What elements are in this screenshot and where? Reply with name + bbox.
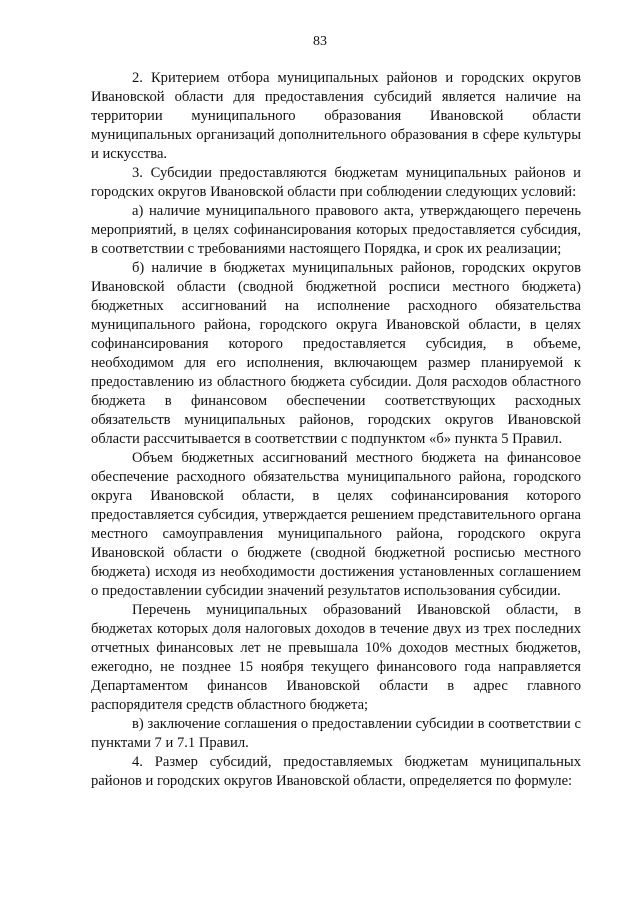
paragraph-condition-a: а) наличие муниципального правового акта, утверждающего перечень мероприятий, в целях софинансирования которых предоставляется субсидия, в соответствии с требованиями настоящего Порядка, и срок их реализации; [91,203,581,257]
paragraph-selection-criterion: 2. Критерием отбора муниципальных районов и городских округов Ивановской области для предоставления субсидий является наличие на территории муниципального образования Ивановской области муниципальных организаций дополнительного образования в сфере культуры и искусства. [91,70,581,162]
paragraph-subsidy-conditions: 3. Субсидии предоставляются бюджетам муниципальных районов и городских округов Ивановской области при соблюдении следующих условий: [91,165,581,200]
paragraph-budget-allocation-volume: Объем бюджетных ассигнований местного бюджета на финансовое обеспечение расходного обязательства муниципального района, городского округа Ивановской области, в целях софинансирования которого предоставляется субсидия, утверждается решением представительного органа местного самоуправления муниципального района, городского округа Ивановской области о бюджете (сводной бюджетной росписью местного бюджета) исходя из необходимости достижения установленных соглашением о предоставлении субсидии значений результатов использования субсидии. [91,450,581,599]
paragraph-condition-c: в) заключение соглашения о предоставлении субсидии в соответствии с пунктами 7 и 7.1 Правил. [91,716,581,751]
paragraph-condition-b: б) наличие в бюджетах муниципальных районов, городских округов Ивановской области (сводной бюджетной росписи местного бюджета) бюджетных ассигнований на исполнение расходного обязательства муниципального района, городского округа Ивановской области, в целях софинансирования которого предоставляется субсидия, в объеме, необходимом для его исполнения, включающем размер планируемой к предоставлению из областного бюджета субсидии. Доля расходов областного бюджета в финансовом обеспечении соответствующих расходных обязательств муниципальных районов, городских округов Ивановской области рассчитывается в соответствии с подпунктом «б» пункта 5 Правил. [91,260,581,447]
page-number: 83 [313,34,327,49]
document-body [91,69,581,791]
paragraph-municipalities-list: Перечень муниципальных образований Ивановской области, в бюджетах которых доля налоговых доходов в течение двух из трех последних отчетных финансовых лет не превышала 10% доходов местных бюджетов, ежегодно, не позднее 15 ноября текущего финансового года направляется Департаментом финансов Ивановской области в адрес главного распорядителя средств областного бюджета; [91,602,581,713]
paragraph-subsidy-size-formula: 4. Размер субсидий, предоставляемых бюджетам муниципальных районов и городских округов Ивановской области, определяется по формуле: [91,754,581,789]
